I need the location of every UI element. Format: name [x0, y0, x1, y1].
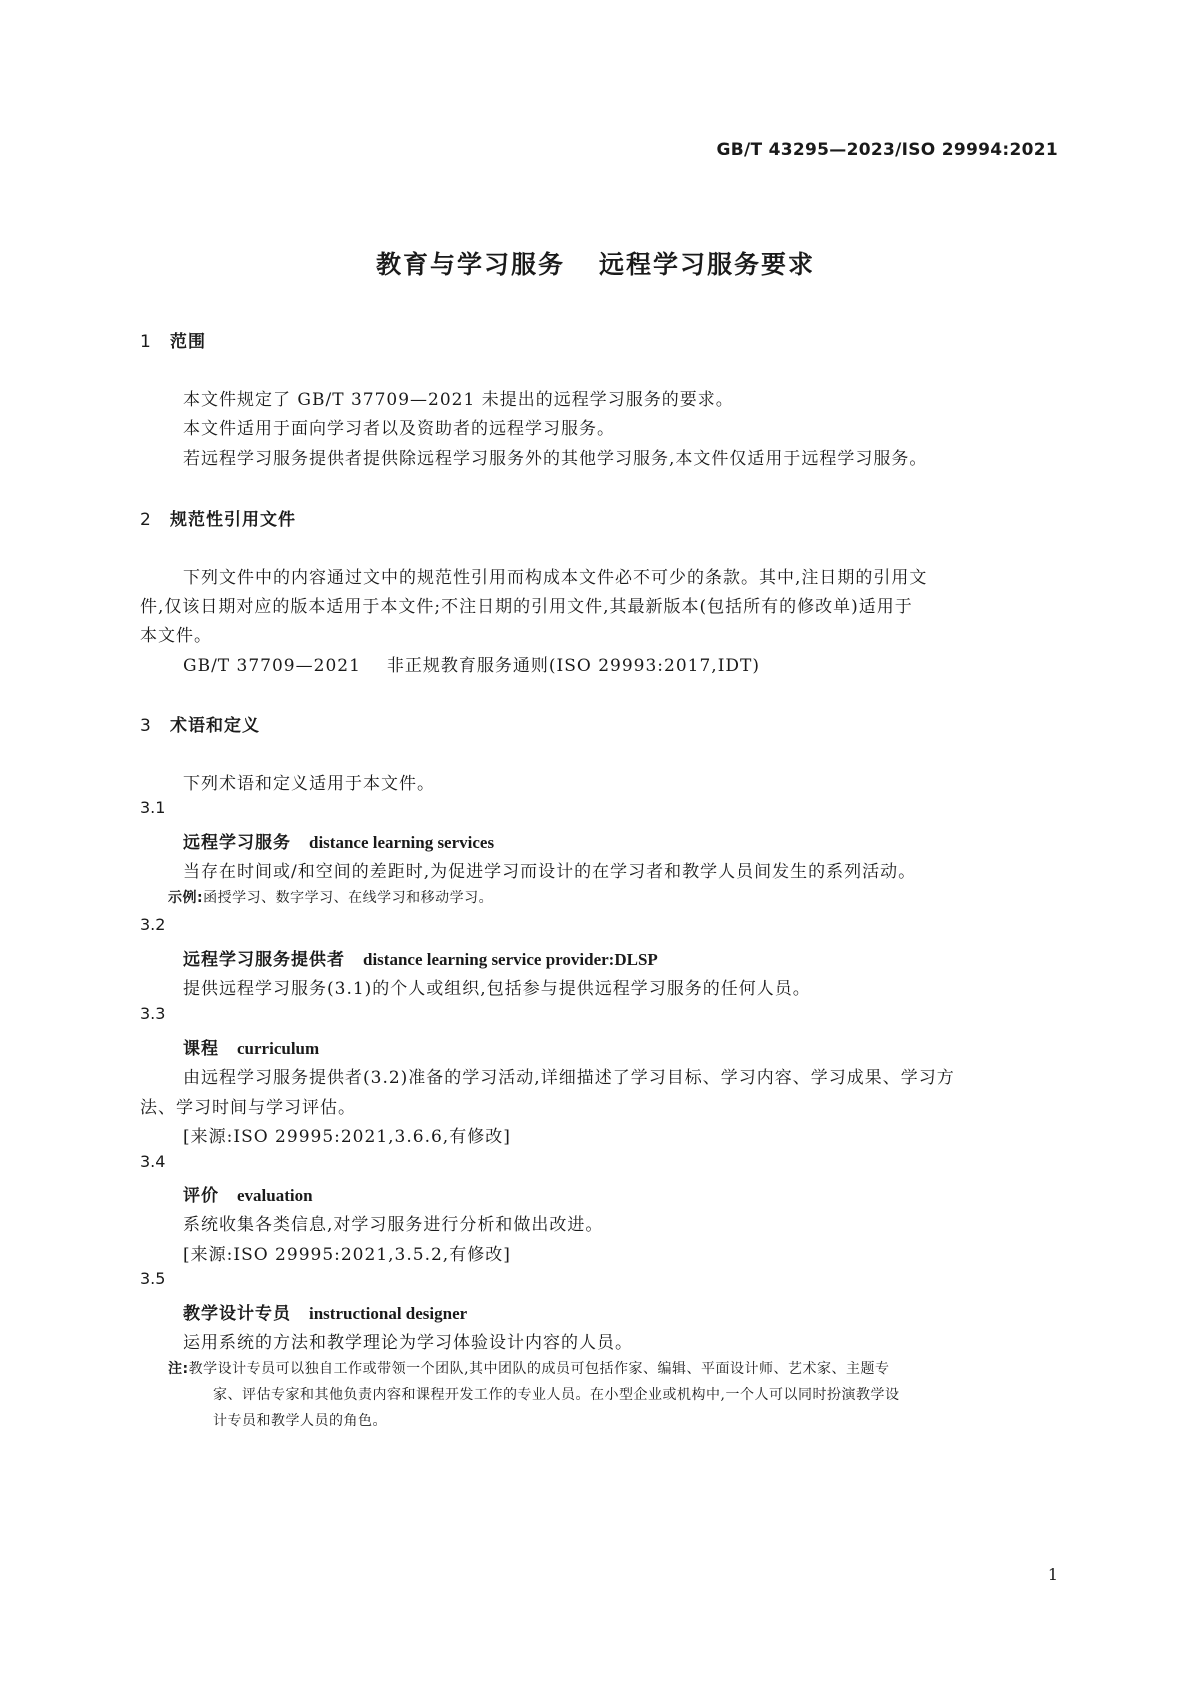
- term-zh: 远程学习服务: [183, 833, 291, 853]
- term-3-5-note-line-3: 计专员和教学人员的角色。: [213, 1413, 387, 1429]
- section-title: 范围: [170, 332, 206, 352]
- section-number: 1: [140, 332, 152, 352]
- section-2-heading: [140, 505, 296, 530]
- section-2-paragraph-line-2: 件,仅该日期对应的版本适用于本文件;不注日期的引用文件,其最新版本(包括所有的修改单)适用于: [140, 597, 913, 617]
- term-3-4-number: 3.4: [140, 1152, 166, 1171]
- section-number: 3: [140, 716, 152, 736]
- term-en: distance learning services: [309, 833, 495, 852]
- standard-code: GB/T 43295—2023/ISO 29994:2021: [716, 140, 1058, 160]
- term-3-3-number: 3.3: [140, 1004, 166, 1023]
- section-2-paragraph-line-3: 本文件。: [140, 626, 212, 646]
- term-3-5-note: [168, 1358, 890, 1378]
- term-3-2-heading: [183, 945, 658, 970]
- title-part-2: 远程学习服务要求: [599, 250, 816, 279]
- term-3-4-heading: [183, 1181, 313, 1206]
- term-3-2-definition: 提供远程学习服务(3.1)的个人或组织,包括参与提供远程学习服务的任何人员。: [183, 979, 811, 999]
- term-3-4-source: [来源:ISO 29995:2021,3.5.2,有修改]: [183, 1245, 511, 1265]
- example-label: 示例:: [168, 890, 204, 906]
- section-1-heading: [140, 327, 206, 352]
- term-3-1-example: [168, 887, 493, 907]
- term-en: instructional designer: [309, 1304, 468, 1323]
- term-3-3-definition-line-1: 由远程学习服务提供者(3.2)准备的学习活动,详细描述了学习目标、学习内容、学习成果、学习方: [183, 1068, 955, 1088]
- term-3-3-definition-line-2: 法、学习时间与学习评估。: [140, 1098, 356, 1118]
- section-title: 规范性引用文件: [170, 510, 296, 530]
- note-label: 注:: [168, 1361, 189, 1377]
- example-text: 函授学习、数字学习、在线学习和移动学习。: [203, 890, 494, 906]
- reference-code: GB/T 37709—2021: [183, 656, 361, 676]
- section-number: 2: [140, 510, 152, 530]
- term-3-1-heading: [183, 828, 494, 853]
- note-line-1: 教学设计专员可以独自工作或带领一个团队,其中团队的成员可包括作家、编辑、平面设计师、艺术家、主题专: [188, 1361, 890, 1377]
- document-title: [0, 245, 1191, 281]
- section-3-intro: 下列术语和定义适用于本文件。: [183, 774, 435, 794]
- title-part-1: 教育与学习服务: [375, 250, 565, 279]
- term-3-5-note-line-2: 家、评估专家和其他负责内容和课程开发工作的专业人员。在小型企业或机构中,一个人可以同时扮演教学设: [213, 1387, 900, 1403]
- term-en: curriculum: [237, 1039, 320, 1058]
- term-en: distance learning service provider:DLSP: [363, 950, 658, 969]
- reference-title: 非正规教育服务通则(ISO 29993:2017,IDT): [386, 656, 761, 676]
- term-zh: 远程学习服务提供者: [183, 950, 345, 970]
- term-3-5-definition: 运用系统的方法和教学理论为学习体验设计内容的人员。: [183, 1333, 633, 1353]
- term-3-3-heading: [183, 1034, 319, 1059]
- term-en: evaluation: [237, 1186, 313, 1205]
- section-title: 术语和定义: [170, 716, 260, 736]
- term-3-5-heading: [183, 1299, 467, 1324]
- term-3-2-number: 3.2: [140, 915, 166, 934]
- term-3-5-number: 3.5: [140, 1269, 166, 1288]
- section-1-paragraph-1: 本文件规定了 GB/T 37709—2021 未提出的远程学习服务的要求。: [183, 390, 734, 410]
- section-1-paragraph-3: 若远程学习服务提供者提供除远程学习服务外的其他学习服务,本文件仅适用于远程学习服务。: [183, 449, 928, 469]
- term-zh: 课程: [183, 1039, 219, 1059]
- term-3-4-definition: 系统收集各类信息,对学习服务进行分析和做出改进。: [183, 1215, 604, 1235]
- normative-reference: [183, 651, 760, 676]
- term-zh: 评价: [183, 1186, 219, 1206]
- section-3-heading: [140, 711, 260, 736]
- term-3-3-source: [来源:ISO 29995:2021,3.6.6,有修改]: [183, 1127, 511, 1147]
- term-zh: 教学设计专员: [183, 1304, 291, 1324]
- term-3-1-definition: 当存在时间或/和空间的差距时,为促进学习而设计的在学习者和教学人员间发生的系列活动。: [183, 862, 917, 882]
- term-3-1-number: 3.1: [140, 798, 166, 817]
- section-2-paragraph-line-1: 下列文件中的内容通过文中的规范性引用而构成本文件必不可少的条款。其中,注日期的引用文: [183, 568, 928, 588]
- page-number: 1: [1047, 1565, 1058, 1584]
- section-1-paragraph-2: 本文件适用于面向学习者以及资助者的远程学习服务。: [183, 419, 615, 439]
